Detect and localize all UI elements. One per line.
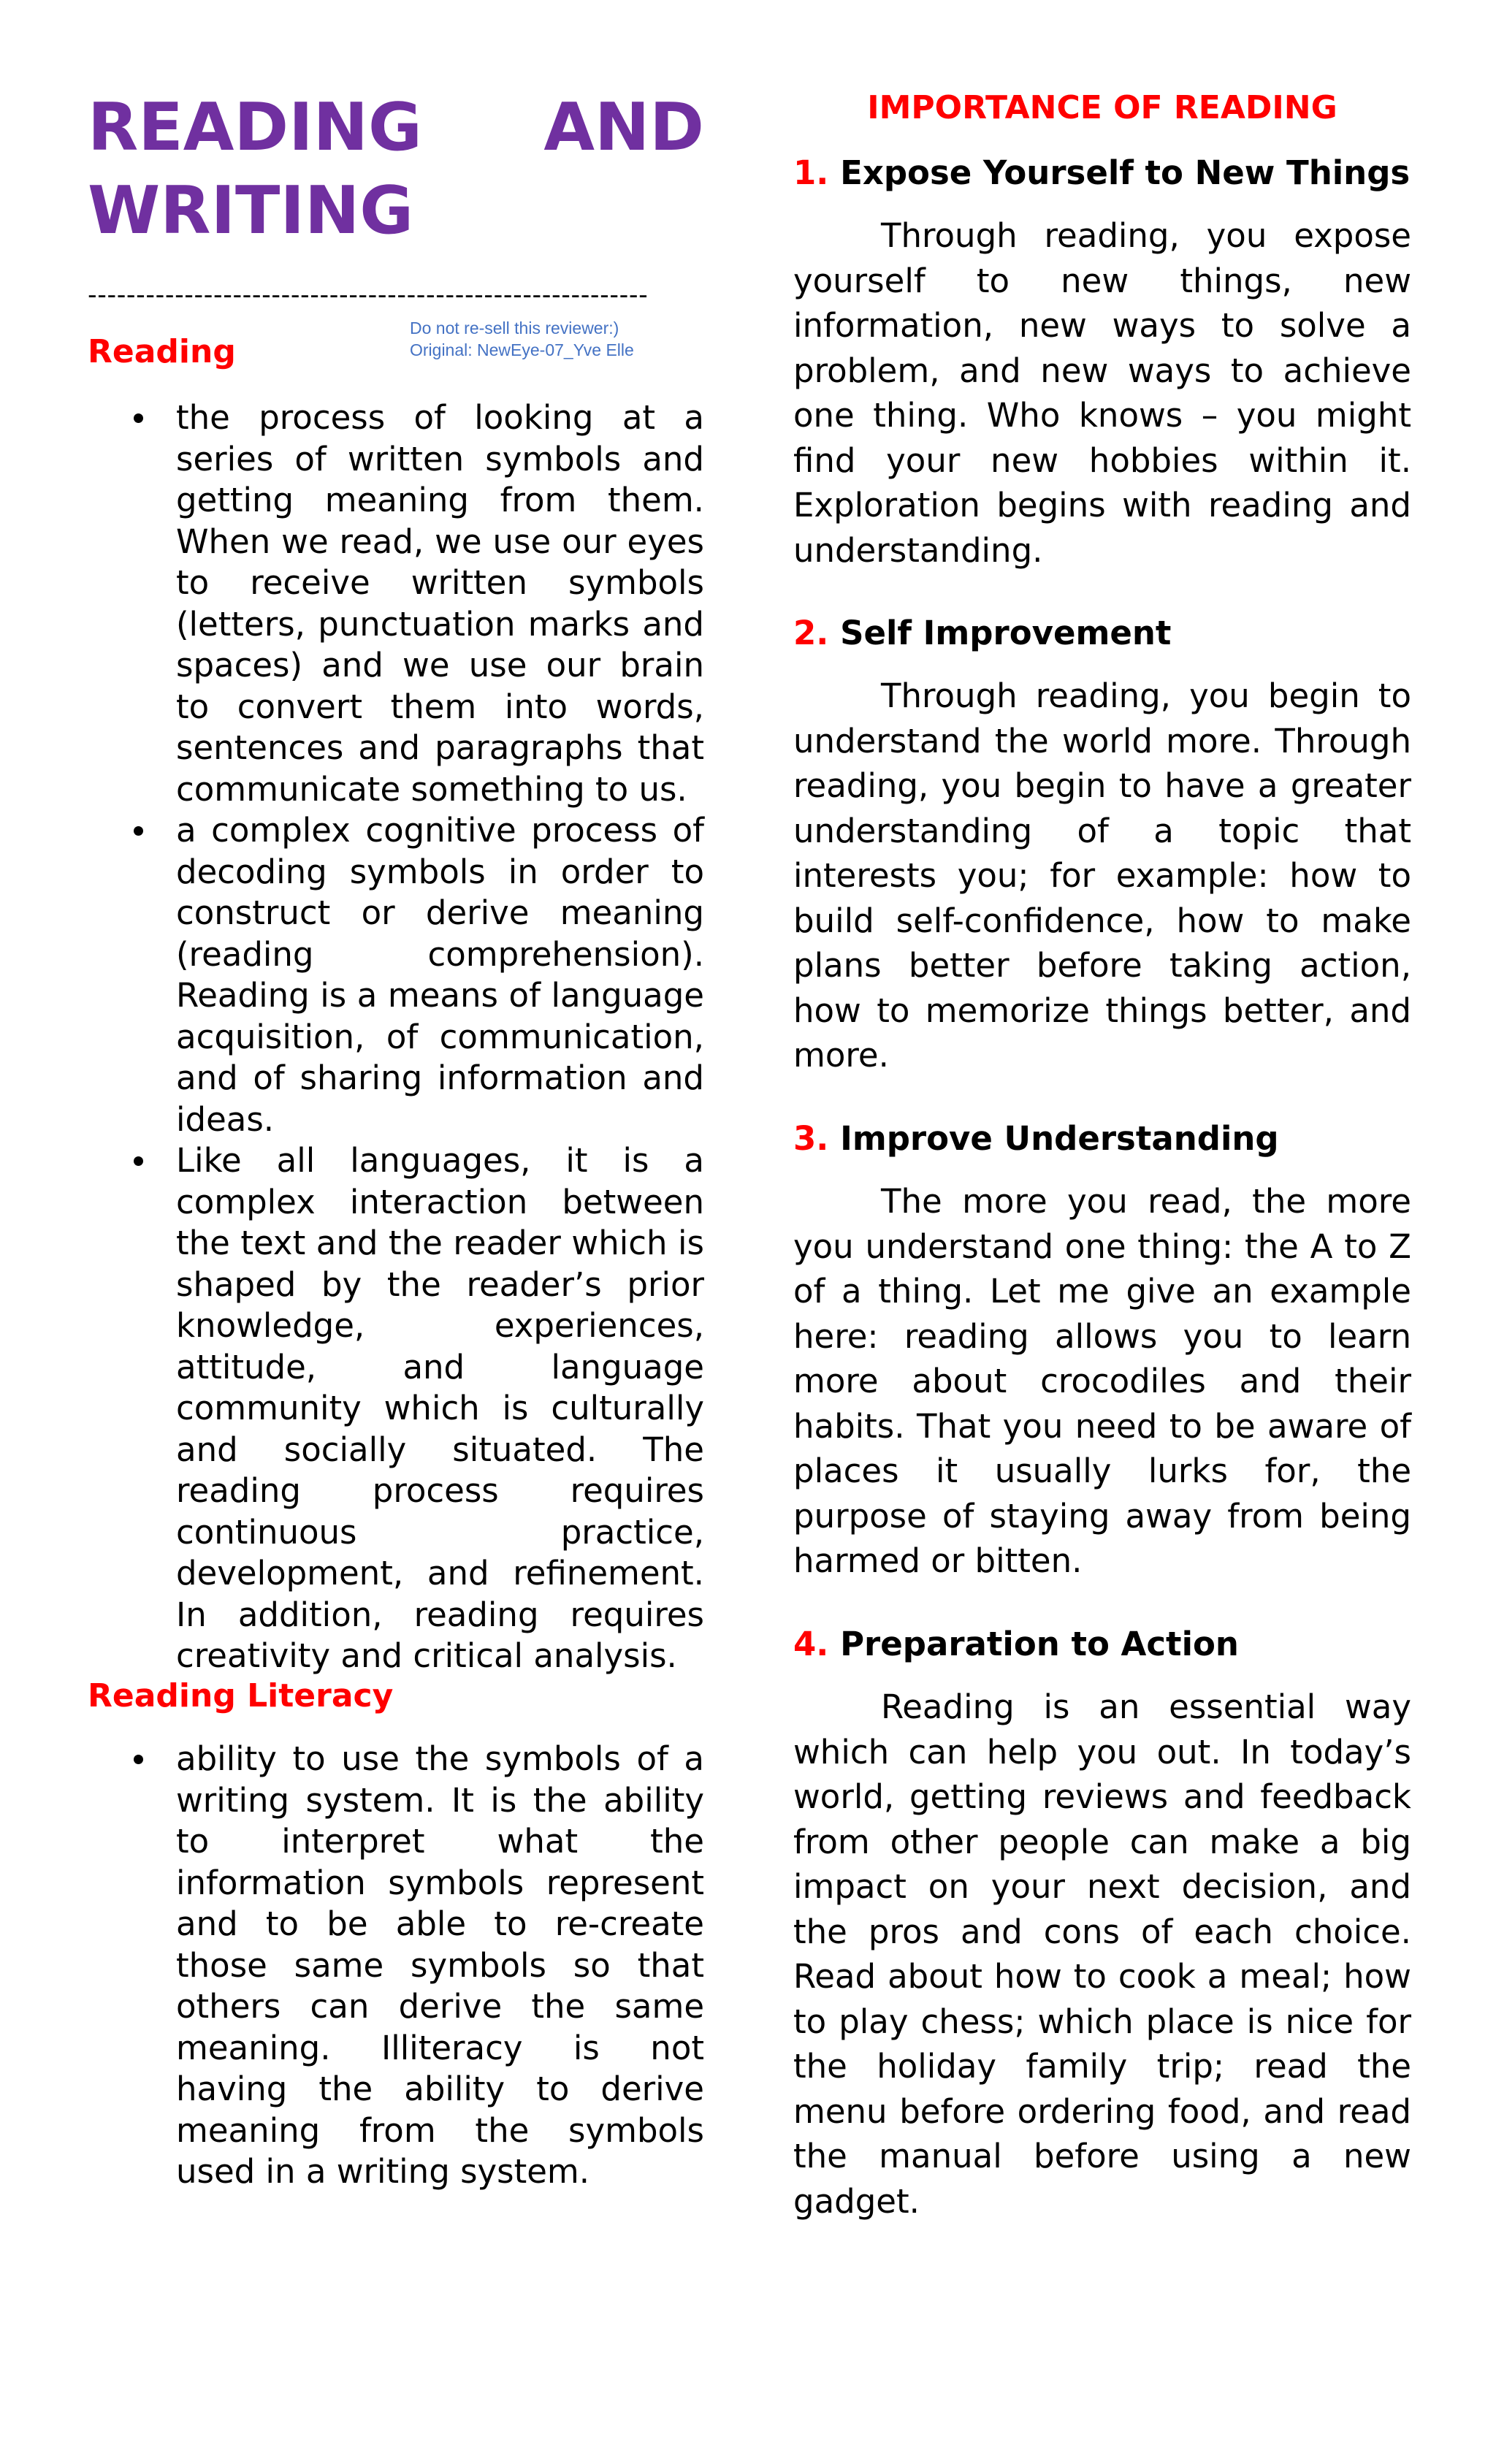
item-number: 2. <box>793 614 829 652</box>
reviewer-note <box>410 317 717 361</box>
reading-bullet-item <box>88 810 704 1140</box>
reading-literacy-heading: Reading Literacy <box>88 1677 394 1714</box>
bullet-icon <box>134 1755 143 1764</box>
item-heading-2 <box>793 612 1171 655</box>
item-number: 1. <box>793 153 829 192</box>
document-title <box>88 86 704 253</box>
literacy-bullet-list <box>88 1739 704 2193</box>
item-body-2: Through reading, you begin to understand the world more. Through reading, you begin to have a greater understanding of a topic that interests you; for example: how to build self-confidence, how to make plans better before taking action, how to memorize things better, and more. <box>793 676 1411 1075</box>
reading-bullet-text: Like all languages, it is a complex interaction between the text and the reader which is shaped by the reader’s prior knowledge, experiences, attitude, and language community which is culturally and socially situated. The reading process requires continuous practice, development, and refinement. In addition, reading requires creativity and critical analysis. <box>176 1141 704 1675</box>
item-heading-1 <box>793 152 1410 194</box>
title-line-1 <box>88 86 704 169</box>
title-word-and: AND <box>543 89 704 166</box>
bullet-icon <box>134 826 143 836</box>
item-body-1: Through reading, you expose yourself to new things, new information, new ways to solve a problem, and new ways to achieve one thing. Who knows – you might find your new hobbies within it. Exploration begins with reading and understanding. <box>793 216 1411 570</box>
divider-line: ---------------------------------------------------------- <box>88 281 649 310</box>
bullet-icon <box>134 1156 143 1166</box>
importance-heading: IMPORTANCE OF READING <box>867 89 1337 126</box>
title-word-writing: WRITING <box>88 172 414 249</box>
item-number: 4. <box>793 1625 829 1663</box>
reading-heading: Reading <box>88 333 236 370</box>
reviewer-note-line-2: Original: NewEye-07_Yve Elle <box>410 340 634 359</box>
literacy-bullet-item <box>88 1739 704 2193</box>
reading-bullet-text: a complex cognitive process of decoding symbols in order to construct or derive meaning (reading comprehension). Reading is a means of language acquisition, of communication, and of sharing information and ideas. <box>176 811 704 1139</box>
reading-bullet-item <box>88 1140 704 1677</box>
item-title: Self Improvement <box>828 614 1172 652</box>
item-title: Preparation to Action <box>828 1625 1239 1663</box>
item-number: 3. <box>793 1119 829 1158</box>
item-heading-3 <box>793 1118 1279 1160</box>
reading-bullet-item <box>88 397 704 810</box>
item-heading-4 <box>793 1623 1239 1666</box>
item-title: Expose Yourself to New Things <box>828 153 1411 192</box>
title-word-reading: READING <box>88 89 422 166</box>
literacy-bullet-text: ability to use the symbols of a writing system. It is the ability to interpret what the information symbols represent and to be able to re-create those same symbols so that others can derive the same meaning. Illiteracy is not having the ability to derive meaning from the symbols used in a writing system. <box>176 1739 704 2191</box>
item-title: Improve Understanding <box>828 1119 1279 1158</box>
left-column <box>88 86 704 2191</box>
bullet-icon <box>134 413 143 423</box>
item-body-3: The more you read, the more you understand one thing: the A to Z of a thing. Let me give an example here: reading allows you to learn more about crocodiles and their habits. That you need to be aware of places it usually lurks for, the purpose of staying away from being harmed or bitten. <box>793 1182 1411 1580</box>
reading-bullet-text: the process of looking at a series of written symbols and getting meaning from them. When we read, we use our eyes to receive written symbols (letters, punctuation marks and spaces) and we use our brain to convert them into words, sentences and paragraphs that communicate something to us. <box>176 398 704 809</box>
reviewer-note-line-1: Do not re-sell this reviewer:) <box>410 319 619 337</box>
reading-bullet-list <box>88 397 704 1677</box>
item-body-4: Reading is an essential way which can help you out. In today’s world, getting reviews and feedback from other people can make a big impact on your next decision, and the pros and cons of each choice. Read about how to cook a meal; how to play chess; which place is nice for the holiday family trip; read the menu before ordering food, and read the manual before using a new gadget. <box>793 1687 1411 2221</box>
